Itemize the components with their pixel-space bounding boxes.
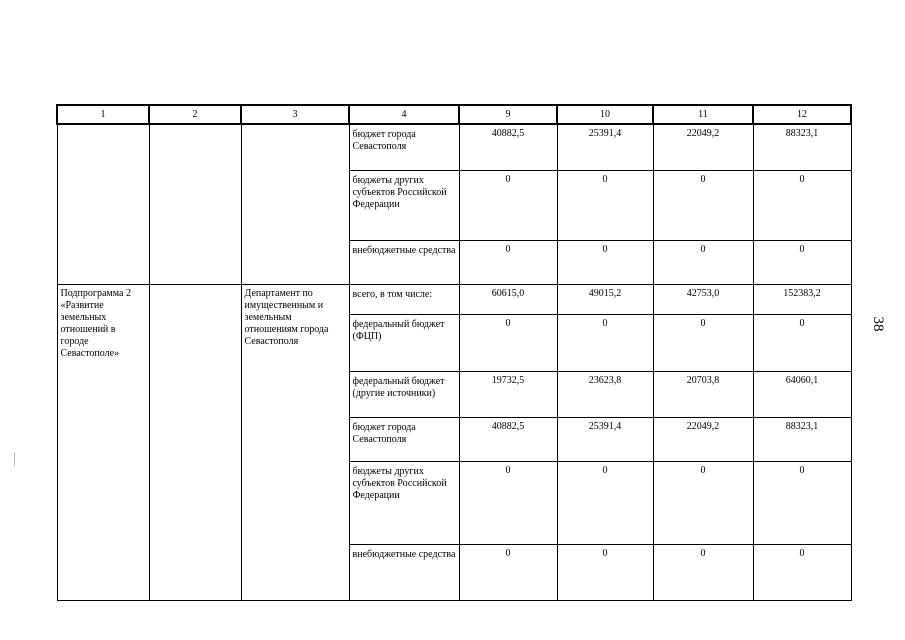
program-cell: Подпрограмма 2 «Развитие земельных отношений в городе Севастополе» <box>57 284 149 600</box>
value-cell: 0 <box>557 240 653 284</box>
scan-mark <box>14 452 15 466</box>
value-cell: 88323,1 <box>753 124 851 170</box>
program-cell-continued <box>57 124 149 284</box>
financing-table <box>56 104 852 601</box>
value-cell: 19732,5 <box>459 371 557 417</box>
value-cell: 0 <box>653 170 753 240</box>
source-cell: бюджеты других субъектов Российской Федерации <box>349 461 459 544</box>
value-cell: 0 <box>653 461 753 544</box>
value-cell: 88323,1 <box>753 417 851 461</box>
value-cell: 60615,0 <box>459 284 557 314</box>
value-cell: 20703,8 <box>653 371 753 417</box>
col2-cell <box>149 284 241 600</box>
value-cell: 40882,5 <box>459 124 557 170</box>
source-cell: федеральный бюджет (другие источники) <box>349 371 459 417</box>
value-cell: 25391,4 <box>557 124 653 170</box>
value-cell: 0 <box>557 544 653 600</box>
value-cell: 0 <box>459 240 557 284</box>
value-cell: 25391,4 <box>557 417 653 461</box>
col2-cell-continued <box>149 124 241 284</box>
header-cell-4: 4 <box>349 105 459 124</box>
header-cell-3: 3 <box>241 105 349 124</box>
value-cell: 0 <box>753 314 851 371</box>
value-cell: 0 <box>753 461 851 544</box>
source-cell: бюджет города Севастополя <box>349 124 459 170</box>
value-cell: 23623,8 <box>557 371 653 417</box>
value-cell: 49015,2 <box>557 284 653 314</box>
value-cell: 22049,2 <box>653 417 753 461</box>
value-cell: 22049,2 <box>653 124 753 170</box>
header-cell-1: 1 <box>57 105 149 124</box>
value-cell: 0 <box>557 461 653 544</box>
source-cell: внебюджетные средства <box>349 544 459 600</box>
value-cell: 0 <box>653 240 753 284</box>
value-cell: 0 <box>653 314 753 371</box>
value-cell: 0 <box>557 314 653 371</box>
header-cell-10: 10 <box>557 105 653 124</box>
source-cell: всего, в том числе: <box>349 284 459 314</box>
header-cell-2: 2 <box>149 105 241 124</box>
value-cell: 0 <box>459 544 557 600</box>
page-number: 38 <box>870 316 886 332</box>
value-cell: 40882,5 <box>459 417 557 461</box>
value-cell: 0 <box>557 170 653 240</box>
value-cell: 152383,2 <box>753 284 851 314</box>
value-cell: 0 <box>459 170 557 240</box>
source-cell: федеральный бюджет (ФЦП) <box>349 314 459 371</box>
executor-cell: Департамент по имущественным и земельным отношениям города Севастополя <box>241 284 349 600</box>
table-row <box>57 284 851 314</box>
header-cell-9: 9 <box>459 105 557 124</box>
source-cell: бюджеты других субъектов Российской Федерации <box>349 170 459 240</box>
value-cell: 0 <box>653 544 753 600</box>
value-cell: 0 <box>459 314 557 371</box>
value-cell: 0 <box>753 170 851 240</box>
source-cell: бюджет города Севастополя <box>349 417 459 461</box>
header-cell-12: 12 <box>753 105 851 124</box>
header-row <box>57 105 851 124</box>
table-row <box>57 124 851 170</box>
table-header <box>57 105 851 124</box>
value-cell: 0 <box>459 461 557 544</box>
value-cell: 42753,0 <box>653 284 753 314</box>
value-cell: 0 <box>753 544 851 600</box>
source-cell: внебюджетные средства <box>349 240 459 284</box>
value-cell: 0 <box>753 240 851 284</box>
executor-cell-continued <box>241 124 349 284</box>
value-cell: 64060,1 <box>753 371 851 417</box>
header-cell-11: 11 <box>653 105 753 124</box>
